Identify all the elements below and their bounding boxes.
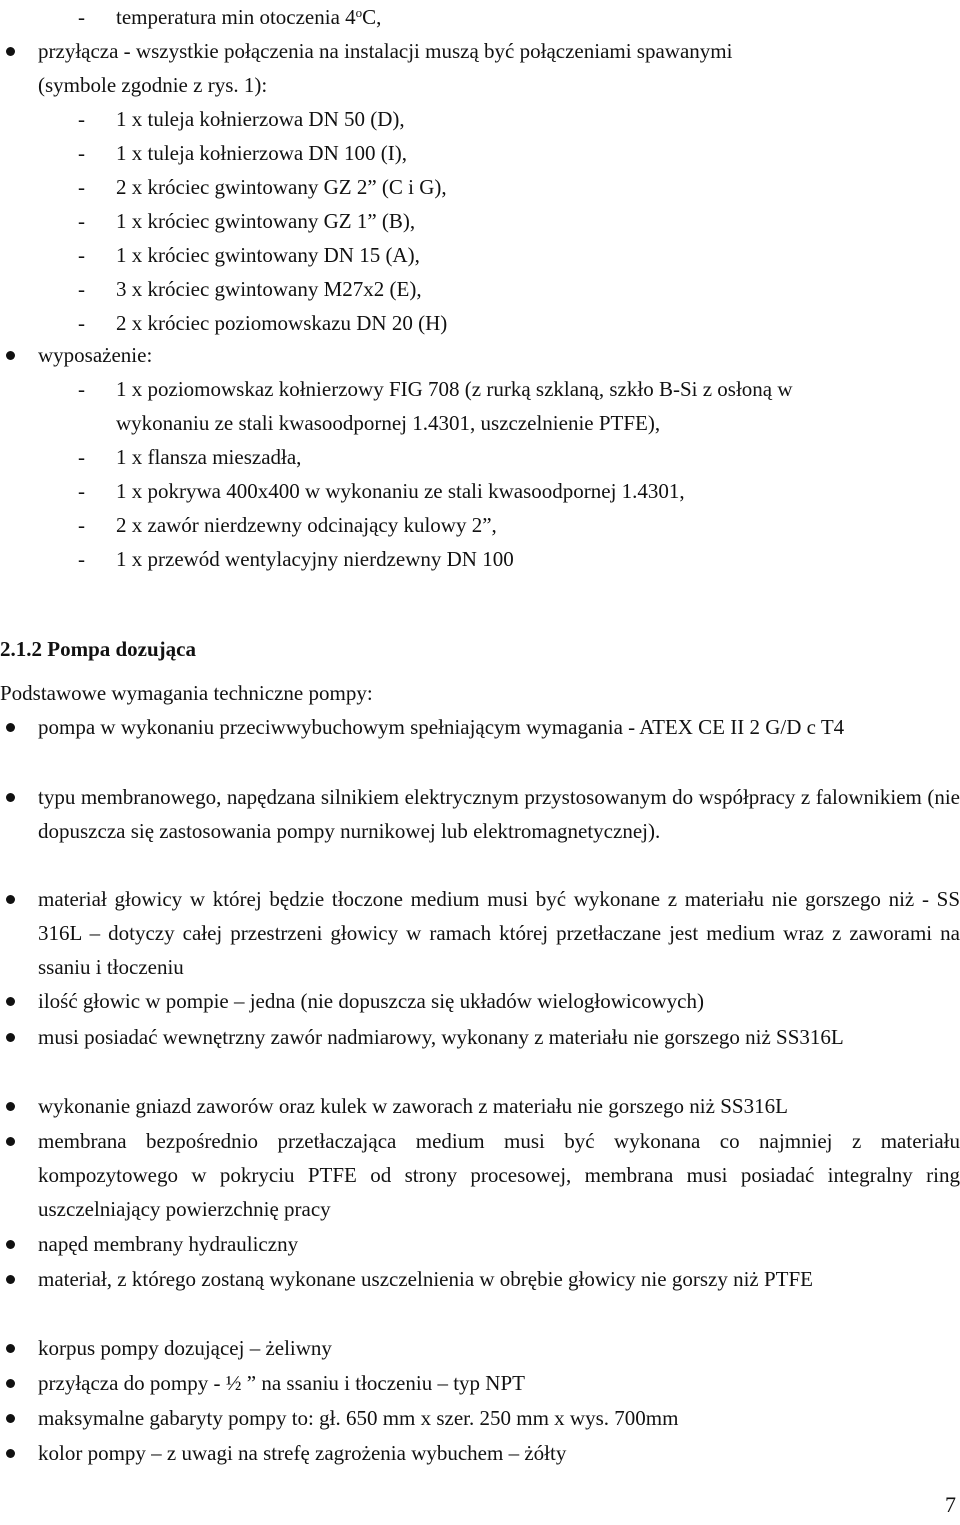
list-dash: - xyxy=(78,547,85,571)
bullet-icon xyxy=(6,793,15,802)
list-dash: - xyxy=(78,5,85,29)
equipment-bullet xyxy=(0,338,960,576)
list-item: - 3 x króciec gwintowany M27x2 (E), xyxy=(78,272,960,306)
equipment-list xyxy=(0,372,960,576)
section-bullet xyxy=(0,1331,960,1365)
connections-list xyxy=(0,102,960,340)
bullet-icon xyxy=(6,1344,15,1353)
list-item: - 1 x przewód wentylacyjny nierdzewny DN 100 xyxy=(78,542,960,576)
list-dash: - xyxy=(78,107,85,131)
list-dash: - xyxy=(78,479,85,503)
bullet-text: kolor pompy – z uwagi na strefę zagrożenia wybuchem – żółty xyxy=(38,1441,567,1465)
list-dash: - xyxy=(78,513,85,537)
bullet-text: pompa w wykonaniu przeciwwybuchowym spełniającym wymagania - ATEX CE II 2 G/D c T4 xyxy=(38,715,845,739)
bullet-icon xyxy=(6,1137,15,1146)
section-bullet xyxy=(0,1401,960,1435)
section-bullet xyxy=(0,1366,960,1400)
bullet-text: materiał głowicy w której będzie tłoczone medium musi być wykonane z materiału nie gorszego niż - SS 316L – dotyczy całej przestrzeni głowicy w ramach której przetłaczane jest medium wraz z zaworami na ssaniu i tłoczeniu xyxy=(38,887,960,979)
list-dash: - xyxy=(78,209,85,233)
bullet-text: wykonanie gniazd zaworów oraz kulek w zaworach z materiału nie gorszego niż SS316L xyxy=(38,1094,788,1118)
list-dash: - xyxy=(78,277,85,301)
equipment-item-line-1: 1 x poziomowskaz kołnierzowy FIG 708 (z rurką szklaną, szkło B-Si z osłoną w xyxy=(116,377,793,401)
section-bullet xyxy=(0,710,960,744)
bullet-icon xyxy=(6,895,15,904)
list-dash: - xyxy=(78,377,85,401)
bullet-icon xyxy=(6,351,15,360)
bullet-text: materiał, z którego zostaną wykonane uszczelnienia w obrębie głowicy nie gorszy niż PTFE xyxy=(38,1267,813,1291)
list-item: - 1 x flansza mieszadła, xyxy=(78,440,960,474)
list-item: - 2 x króciec poziomowskazu DN 20 (H) xyxy=(78,306,960,340)
bullet-icon xyxy=(6,1379,15,1388)
list-item: - 1 x tuleja kołnierzowa DN 100 (I), xyxy=(78,136,960,170)
bullet-icon xyxy=(6,1102,15,1111)
list-dash: - xyxy=(78,311,85,335)
list-item xyxy=(78,372,960,440)
list-item: - 2 x zawór nierdzewny odcinający kulowy 2”, xyxy=(78,508,960,542)
bullet-text: napęd membrany hydrauliczny xyxy=(38,1232,299,1256)
connections-text xyxy=(38,34,960,102)
bullet-text: korpus pompy dozującej – żeliwny xyxy=(38,1336,332,1360)
bullet-icon xyxy=(6,997,15,1006)
bullet-icon xyxy=(6,1275,15,1284)
bullet-icon xyxy=(6,723,15,732)
temperature-text: temperatura min otoczenia 4$^o$C, xyxy=(116,5,382,29)
section-bullet xyxy=(0,1020,960,1054)
list-item: - 1 x króciec gwintowany GZ 1” (B), xyxy=(78,204,960,238)
bullet-text: typu membranowego, napędzana silnikiem elektrycznym przystosowanym do współpracy z falownikiem (nie dopuszcza się zastosowania pompy nurnikowej lub elektromagnetycznej). xyxy=(38,785,960,843)
section-bullet xyxy=(0,780,960,848)
section-bullet xyxy=(0,984,960,1018)
bullet-text: musi posiadać wewnętrzny zawór nadmiarowy, wykonany z materiału nie gorszego niż SS316L xyxy=(38,1025,844,1049)
bullet-text: przyłącza do pompy - ½ ” na ssaniu i tłoczeniu – typ NPT xyxy=(38,1371,525,1395)
section-bullet xyxy=(0,1124,960,1226)
section-bullet xyxy=(0,1089,960,1123)
section-bullet xyxy=(0,882,960,984)
list-item: - 1 x tuleja kołnierzowa DN 50 (D), xyxy=(78,102,960,136)
bullet-icon xyxy=(6,1240,15,1249)
section-bullet xyxy=(0,1436,960,1470)
bullet-icon xyxy=(6,47,15,56)
connections-line-1: przyłącza - wszystkie połączenia na instalacji muszą być połączeniami spawanymi xyxy=(38,39,733,63)
list-dash: - xyxy=(78,243,85,267)
list-dash: - xyxy=(78,175,85,199)
bullet-icon xyxy=(6,1449,15,1458)
bullet-icon xyxy=(6,1033,15,1042)
section-bullet xyxy=(0,1262,960,1296)
list-item: - 1 x króciec gwintowany DN 15 (A), xyxy=(78,238,960,272)
page-number: 7 xyxy=(945,1492,956,1517)
list-dash: - xyxy=(78,141,85,165)
connections-bullet xyxy=(0,34,960,340)
section-intro: Podstawowe wymagania techniczne pompy: xyxy=(0,681,373,705)
equipment-item-line-2: wykonaniu ze stali kwasoodpornej 1.4301, uszczelnienie PTFE), xyxy=(116,411,661,435)
bullet-icon xyxy=(6,1414,15,1423)
section-heading: 2.1.2 Pompa dozująca xyxy=(0,637,196,661)
bullet-text: maksymalne gabaryty pompy to: gł. 650 mm x szer. 250 mm x wys. 700mm xyxy=(38,1406,679,1430)
connections-line-2: (symbole zgodnie z rys. 1): xyxy=(38,73,268,97)
equipment-label: wyposażenie: xyxy=(38,343,153,367)
section-bullet xyxy=(0,1227,960,1261)
list-item: - 1 x pokrywa 400x400 w wykonaniu ze stali kwasoodpornej 1.4301, xyxy=(78,474,960,508)
list-item: - 2 x króciec gwintowany GZ 2” (C i G), xyxy=(78,170,960,204)
bullet-text: ilość głowic w pompie – jedna (nie dopuszcza się układów wielogłowicowych) xyxy=(38,989,704,1013)
list-dash: - xyxy=(78,445,85,469)
bullet-text: membrana bezpośrednio przetłaczająca medium musi być wykonana co najmniej z materiału kompozytowego w pokryciu PTFE od strony procesowej, membrana musi posiadać integralny ring uszczelniający powierzchnię pracy xyxy=(38,1129,960,1221)
